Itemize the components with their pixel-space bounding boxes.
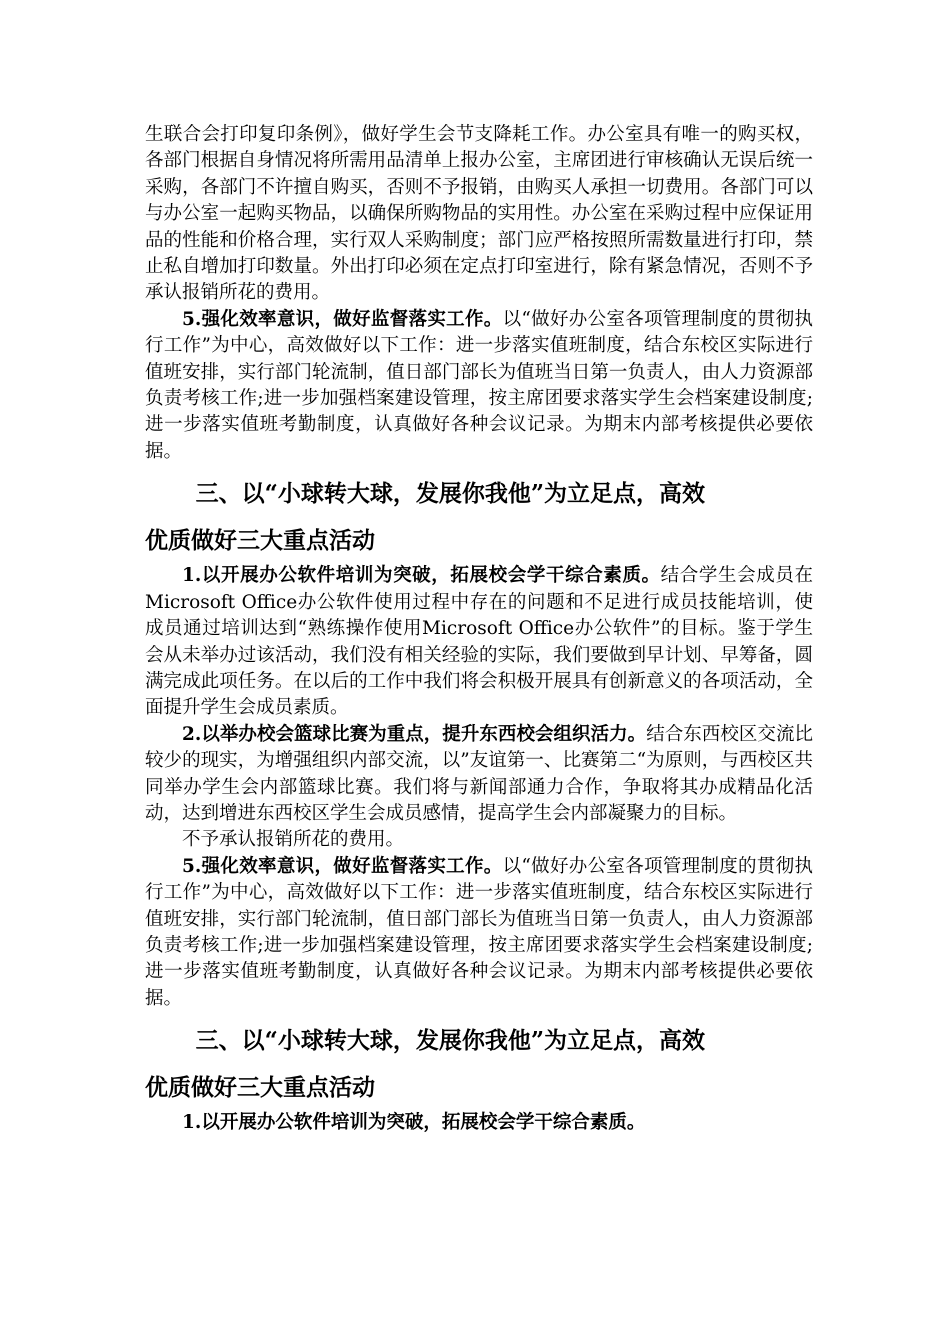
paragraph-efficiency <box>145 307 813 465</box>
paragraph-text: 结合学生会成员在Microsoft Office办公软件使用过程中存在的问题和不足进行成员技能培训，使成员通过培训达到“熟练操作使用Microsoft Office办公软件”的目标。鉴于学生会从未举办过该活动，我们没有相关经验的实际，我们要做到早计划、早筹备，圆满完成此项任务。在以后的工作中我们将会积极开展具有创新意义的各项活动，全面提升学生会成员素质。 <box>145 565 813 719</box>
paragraph-office-training <box>145 563 813 721</box>
paragraph-text: 以“做好办公室各项管理制度的贯彻执行工作”为中心，高效做好以下工作：进一步落实值班制度，结合东校区实际进行值班安排，实行部门轮流制，值日部门部长为值班当日第一负责人，由人力资源部负责考核工作;进一步加强档案建设管理，按主席团要求落实学生会档案建设制度;进一步落实值班考勤制度，认真做好各种会议记录。为期末内部考核提供必要依据。 <box>145 308 813 462</box>
section-heading-line1: 三、以“小球转大球，发展你我他”为立足点，高效 <box>195 480 706 508</box>
section-heading-line1-repeat: 三、以“小球转大球，发展你我他”为立足点，高效 <box>195 1027 706 1055</box>
paragraph-text: 结合东西校区交流比较少的现实，为增强组织内部交流，以”友谊第一、比赛第二“为原则，与西校区共同举办学生会内部篮球比赛。我们将与新闻部通力合作，争取将其办成精品化活动，达到增进东西校区学生会成员感情，提高学生会内部凝聚力的目标。 <box>145 723 813 824</box>
paragraph-bold-lead: 5.强化效率意识，做好监督落实工作。 <box>182 308 503 330</box>
paragraph-text: 生联合会打印复印条例》，做好学生会节支降耗工作。办公室具有唯一的购买权，各部门根据自身情况将所需用品清单上报办公室，主席团进行审核确认无误后统一采购，各部门不许擅自购买，否则不予报销，由购买人承担一切费用。各部门可以与办公室一起购买物品，以确保所购物品的实用性。办公室在采购过程中应保证用品的性能和价格合理，实行双人采购制度；部门应严格按照所需数量进行打印，禁止私自增加打印数量。外出打印必须在定点打印室进行，除有紧急情况，否则不予承认报销所花的费用。 <box>145 124 813 304</box>
paragraph-procurement <box>145 122 813 307</box>
section-heading-line2: 优质做好三大重点活动 <box>145 527 375 555</box>
paragraph-bold-lead: 1.以开展办公软件培训为突破，拓展校会学干综合素质。 <box>182 565 661 587</box>
paragraph-bold-lead: 5.强化效率意识，做好监督落实工作。 <box>182 855 503 877</box>
paragraph-text: 以“做好办公室各项管理制度的贯彻执行工作”为中心，高效做好以下工作：进一步落实值班制度，结合东校区实际进行值班安排，实行部门轮流制，值日部门部长为值班当日第一负责人，由人力资源部负责考核工作;进一步加强档案建设管理，按主席团要求落实学生会档案建设制度;进一步落实值班考勤制度，认真做好各种会议记录。为期末内部考核提供必要依据。 <box>145 855 813 1009</box>
section-heading-line2-repeat: 优质做好三大重点活动 <box>145 1074 375 1102</box>
paragraph-bold-lead: 1.以开展办公软件培训为突破，拓展校会学干综合素质。 <box>182 1112 646 1134</box>
paragraph-text: 不予承认报销所花的费用。 <box>182 829 405 851</box>
paragraph-efficiency-repeat <box>145 854 813 1012</box>
document-body <box>145 122 813 1137</box>
paragraph-office-training-repeat <box>145 1110 813 1136</box>
paragraph-basketball <box>145 722 813 828</box>
paragraph-fragment <box>145 827 813 853</box>
paragraph-bold-lead: 2.以举办校会篮球比赛为重点，提升东西校会组织活力。 <box>182 723 647 745</box>
